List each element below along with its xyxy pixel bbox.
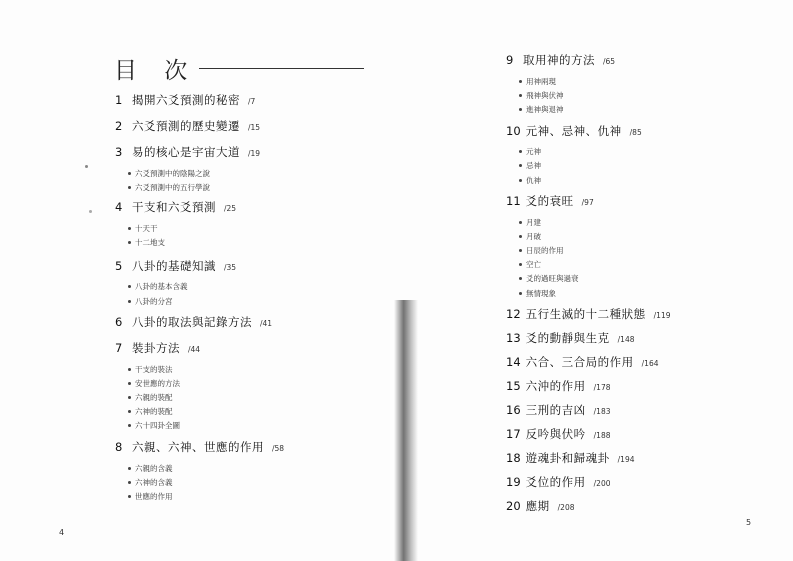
chapter-page: /178 xyxy=(593,383,611,393)
chapter-title: 應期 xyxy=(525,499,550,514)
chapter-title: 八卦的取法與記錄方法 xyxy=(132,315,252,330)
subsection-item xyxy=(506,102,776,116)
chapter-number: 11 xyxy=(506,194,521,209)
chapter-page: /164 xyxy=(641,359,659,369)
chapter-page: /85 xyxy=(629,127,642,137)
chapter-line xyxy=(115,439,385,455)
subsection-label: 六親的裝配 xyxy=(135,393,173,403)
subsection-list xyxy=(115,166,385,194)
chapter-line xyxy=(115,314,385,330)
chapter-page: /35 xyxy=(224,262,237,272)
chapter-number: 16 xyxy=(506,403,521,418)
subsection-label: 空亡 xyxy=(526,260,541,270)
subsection-label: 無情現象 xyxy=(526,288,556,298)
subsection-label: 用神兩現 xyxy=(526,76,556,86)
chapter-line xyxy=(506,354,776,370)
subsection-item xyxy=(506,173,776,187)
chapter-title: 爻位的作用 xyxy=(525,475,586,490)
chapter-number: 3 xyxy=(115,145,123,159)
subsection-item xyxy=(115,180,385,194)
chapter-title: 六沖的作用 xyxy=(525,379,586,394)
bullet-icon xyxy=(128,186,131,189)
subsection-item xyxy=(115,489,385,503)
subsection-label: 八卦的分宮 xyxy=(135,296,173,306)
scan-speck xyxy=(89,210,92,213)
chapter-number: 10 xyxy=(506,123,521,138)
subsection-list xyxy=(506,145,776,188)
subsection-item xyxy=(115,166,385,180)
bullet-icon xyxy=(519,108,522,111)
chapter-line xyxy=(506,426,776,442)
bullet-icon xyxy=(128,481,131,484)
chapter-number: 7 xyxy=(115,341,123,356)
chapter-title: 爻的衰旺 xyxy=(525,194,574,209)
chapter-line xyxy=(506,474,776,490)
chapter-title: 揭開六爻預測的秘密 xyxy=(132,93,240,107)
chapter-line xyxy=(506,193,776,209)
bullet-icon xyxy=(128,410,131,413)
toc-entry xyxy=(115,340,385,433)
chapter-line xyxy=(506,402,776,418)
subsection-label: 十天干 xyxy=(135,223,158,233)
bullet-icon xyxy=(128,300,131,303)
toc-entry xyxy=(115,314,385,330)
chapter-title: 元神、忌神、仇神 xyxy=(525,123,622,138)
chapter-title: 干支和六爻預測 xyxy=(132,200,216,215)
chapter-line xyxy=(115,199,385,215)
subsection-item xyxy=(506,258,776,272)
chapter-title: 反吟與伏吟 xyxy=(525,427,586,442)
chapter-number: 18 xyxy=(506,451,521,466)
chapter-number: 12 xyxy=(506,307,521,322)
chapter-line xyxy=(115,340,385,356)
subsection-label: 六親的含義 xyxy=(135,463,173,473)
chapter-number: 6 xyxy=(115,315,123,330)
toc-entry xyxy=(506,474,776,490)
toc-entry xyxy=(115,199,385,249)
chapter-title: 八卦的基礎知識 xyxy=(132,258,216,273)
chapter-page: /41 xyxy=(260,319,273,329)
bullet-icon xyxy=(519,221,522,224)
chapter-number: 2 xyxy=(115,119,123,133)
subsection-label: 八卦的基本含義 xyxy=(135,282,188,292)
subsection-item xyxy=(506,229,776,243)
subsection-label: 安世應的方法 xyxy=(135,378,180,388)
chapter-title: 六合、三合局的作用 xyxy=(525,355,634,370)
bullet-icon xyxy=(128,241,131,244)
toc-entry xyxy=(115,118,385,134)
bullet-icon xyxy=(519,249,522,252)
subsection-list xyxy=(115,280,385,308)
page-number-right: 5 xyxy=(746,518,752,527)
toc-title: 目 次 xyxy=(114,57,198,84)
chapter-page: /15 xyxy=(248,123,261,132)
chapter-line xyxy=(115,118,385,134)
chapter-page: /97 xyxy=(581,198,594,208)
title-rule xyxy=(199,68,364,69)
chapter-number: 1 xyxy=(115,93,123,107)
chapter-line xyxy=(506,52,776,68)
chapter-title: 爻的動靜與生克 xyxy=(525,331,610,346)
chapter-page: /183 xyxy=(593,407,611,417)
subsection-label: 月破 xyxy=(526,231,541,241)
subsection-item xyxy=(115,221,385,235)
bullet-icon xyxy=(128,285,131,288)
chapter-page: /19 xyxy=(248,149,261,158)
toc-column-right xyxy=(506,52,776,514)
toc-entry xyxy=(115,92,385,108)
chapter-page: /25 xyxy=(224,204,237,214)
bullet-icon xyxy=(128,396,131,399)
toc-entry xyxy=(506,498,776,514)
bullet-icon xyxy=(128,495,131,498)
toc-entry xyxy=(506,193,776,300)
chapter-number: 8 xyxy=(115,440,123,455)
subsection-item xyxy=(115,475,385,489)
chapter-page: /58 xyxy=(272,444,285,454)
subsection-item xyxy=(115,419,385,433)
chapter-number: 4 xyxy=(115,200,123,215)
subsection-item xyxy=(506,272,776,286)
chapter-page: /208 xyxy=(557,503,575,513)
chapter-number: 20 xyxy=(506,499,521,514)
chapter-line xyxy=(506,306,776,322)
chapter-number: 15 xyxy=(506,379,521,394)
bullet-icon xyxy=(128,227,131,230)
bullet-icon xyxy=(128,467,131,470)
subsection-label: 六神的含義 xyxy=(135,477,173,487)
toc-entry xyxy=(506,330,776,346)
subsection-item xyxy=(115,280,385,294)
chapter-number: 14 xyxy=(506,355,521,370)
chapter-page: /148 xyxy=(617,335,635,345)
bullet-icon xyxy=(519,94,522,97)
subsection-item xyxy=(115,294,385,308)
bullet-icon xyxy=(519,164,522,167)
scan-speck xyxy=(85,165,88,168)
chapter-page: /44 xyxy=(188,345,201,355)
subsection-item xyxy=(506,159,776,173)
toc-column-left xyxy=(115,92,385,504)
chapter-page: /7 xyxy=(248,97,256,106)
toc-entry xyxy=(506,52,776,117)
subsection-item xyxy=(115,236,385,250)
bullet-icon xyxy=(519,179,522,182)
subsection-item xyxy=(506,74,776,88)
subsection-item xyxy=(506,88,776,102)
toc-entry xyxy=(506,123,776,188)
chapter-title: 遊魂卦和歸魂卦 xyxy=(525,451,610,466)
chapter-number: 9 xyxy=(506,53,514,67)
subsection-item xyxy=(506,215,776,229)
chapter-title: 取用神的方法 xyxy=(523,53,595,67)
subsection-list xyxy=(506,74,776,117)
chapter-title: 易的核心是宇宙大道 xyxy=(132,145,240,159)
subsection-label: 十二地支 xyxy=(135,238,165,248)
toc-heading xyxy=(114,50,364,86)
subsection-label: 仇神 xyxy=(526,175,541,185)
chapter-line xyxy=(115,144,385,160)
subsection-label: 月建 xyxy=(526,217,541,227)
chapter-title: 三刑的吉凶 xyxy=(525,403,586,418)
bullet-icon xyxy=(519,235,522,238)
subsection-label: 爻的過旺與過衰 xyxy=(526,274,579,284)
toc-entry xyxy=(115,144,385,194)
subsection-label: 六爻預測中的陰陽之說 xyxy=(135,168,210,178)
subsection-label: 干支的裝法 xyxy=(135,364,173,374)
subsection-list xyxy=(115,461,385,504)
toc-entry xyxy=(506,354,776,370)
subsection-label: 進神與退神 xyxy=(526,104,564,114)
chapter-line xyxy=(115,258,385,274)
subsection-item xyxy=(115,376,385,390)
chapter-line xyxy=(506,123,776,139)
bullet-icon xyxy=(519,263,522,266)
bullet-icon xyxy=(519,80,522,83)
subsection-item xyxy=(115,405,385,419)
bullet-icon xyxy=(128,368,131,371)
toc-entry xyxy=(506,450,776,466)
chapter-line xyxy=(506,330,776,346)
subsection-label: 日辰的作用 xyxy=(526,246,564,256)
toc-entry xyxy=(506,306,776,322)
subsection-list xyxy=(506,215,776,300)
chapter-page: /200 xyxy=(593,479,611,489)
subsection-label: 六神的裝配 xyxy=(135,407,173,417)
page-number-left: 4 xyxy=(59,528,65,537)
toc-entry xyxy=(115,258,385,308)
chapter-number: 17 xyxy=(506,427,521,442)
book-gutter-shadow xyxy=(394,300,418,561)
subsection-item xyxy=(506,145,776,159)
subsection-label: 飛神與伏神 xyxy=(526,90,564,100)
subsection-list xyxy=(115,221,385,249)
chapter-title: 六親、六神、世應的作用 xyxy=(132,440,264,455)
toc-entry xyxy=(506,426,776,442)
bullet-icon xyxy=(128,172,131,175)
chapter-page: /188 xyxy=(593,431,611,441)
chapter-line xyxy=(506,450,776,466)
bullet-icon xyxy=(128,382,131,385)
chapter-number: 13 xyxy=(506,331,521,346)
chapter-page: /119 xyxy=(653,311,671,321)
subsection-list xyxy=(115,362,385,433)
chapter-line xyxy=(506,378,776,394)
subsection-label: 元神 xyxy=(526,147,541,157)
subsection-label: 世應的作用 xyxy=(135,492,173,502)
bullet-icon xyxy=(519,150,522,153)
bullet-icon xyxy=(519,292,522,295)
subsection-label: 六十四卦全圖 xyxy=(135,421,180,431)
bullet-icon xyxy=(519,277,522,280)
subsection-item xyxy=(506,244,776,258)
subsection-item xyxy=(506,286,776,300)
subsection-item xyxy=(115,362,385,376)
bullet-icon xyxy=(128,424,131,427)
chapter-line xyxy=(115,92,385,108)
chapter-number: 5 xyxy=(115,258,123,273)
chapter-title: 六爻預測的歷史變遷 xyxy=(132,119,240,133)
chapter-page: /194 xyxy=(617,455,635,465)
toc-entry xyxy=(506,402,776,418)
chapter-title: 裝卦方法 xyxy=(132,341,180,356)
subsection-item xyxy=(115,391,385,405)
toc-entry xyxy=(506,378,776,394)
chapter-page: /65 xyxy=(603,57,616,66)
chapter-line xyxy=(506,498,776,514)
chapter-number: 19 xyxy=(506,475,521,490)
subsection-label: 忌神 xyxy=(526,161,541,171)
chapter-title: 五行生滅的十二種狀態 xyxy=(525,307,646,322)
toc-entry xyxy=(115,439,385,504)
subsection-item xyxy=(115,461,385,475)
subsection-label: 六爻預測中的五行學說 xyxy=(135,182,210,192)
